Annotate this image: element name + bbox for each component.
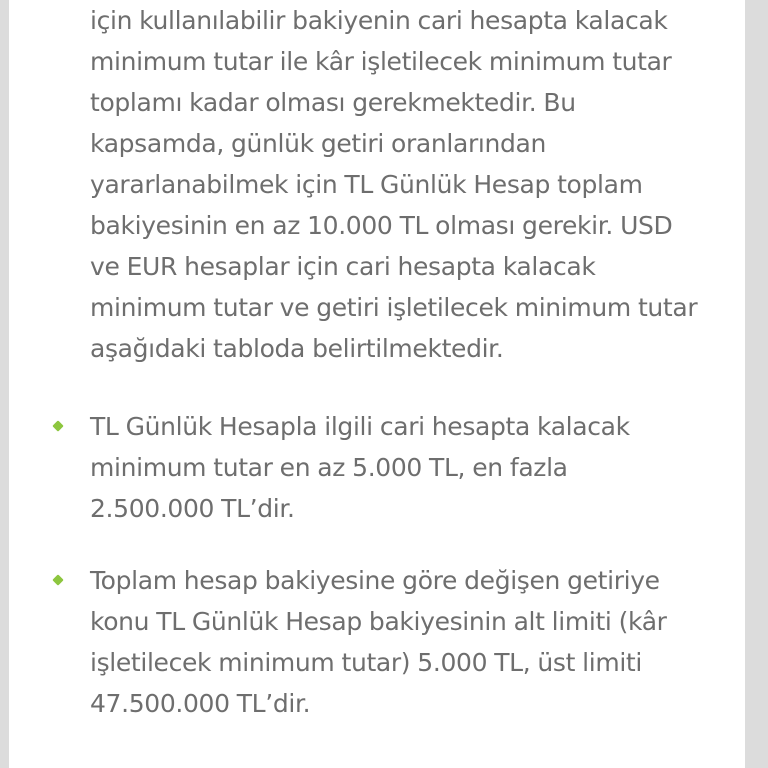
text-line: bakiyesinin en az 10.000 TL olması gerekir. USD <box>90 211 673 240</box>
text-line: kapsamda, günlük getiri oranlarından <box>90 129 546 158</box>
text-line: minimum tutar en az 5.000 TL, en fazla <box>90 453 568 482</box>
text-line: için kullanılabilir bakiyenin cari hesapta kalacak <box>90 6 668 35</box>
text-line: Toplam hesap bakiyesine göre değişen getiriye <box>90 566 660 595</box>
diamond-bullet-icon <box>52 574 63 585</box>
text-line: toplamı kadar olması gerekmektedir. Bu <box>90 88 576 117</box>
bullet-item-getiri-limit <box>90 560 730 724</box>
diamond-bullet-icon <box>52 420 63 431</box>
text-line: 2.500.000 TL’dir. <box>90 494 295 523</box>
text-line: işletilecek minimum tutar) 5.000 TL, üst limiti <box>90 648 642 677</box>
text-line: ve EUR hesaplar için cari hesapta kalacak <box>90 252 596 281</box>
bullet-item-cari-hesap-limit <box>90 406 730 529</box>
text-line: aşağıdaki tabloda belirtilmektedir. <box>90 334 504 363</box>
intro-paragraph <box>90 0 730 369</box>
text-line: yararlanabilmek için TL Günlük Hesap toplam <box>90 170 643 199</box>
text-line: minimum tutar ile kâr işletilecek minimum tutar <box>90 47 672 76</box>
document-panel <box>9 0 745 768</box>
text-line: minimum tutar ve getiri işletilecek minimum tutar <box>90 293 698 322</box>
text-line: TL Günlük Hesapla ilgili cari hesapta kalacak <box>90 412 630 441</box>
text-line: konu TL Günlük Hesap bakiyesinin alt limiti (kâr <box>90 607 667 636</box>
text-line: 47.500.000 TL’dir. <box>90 689 311 718</box>
